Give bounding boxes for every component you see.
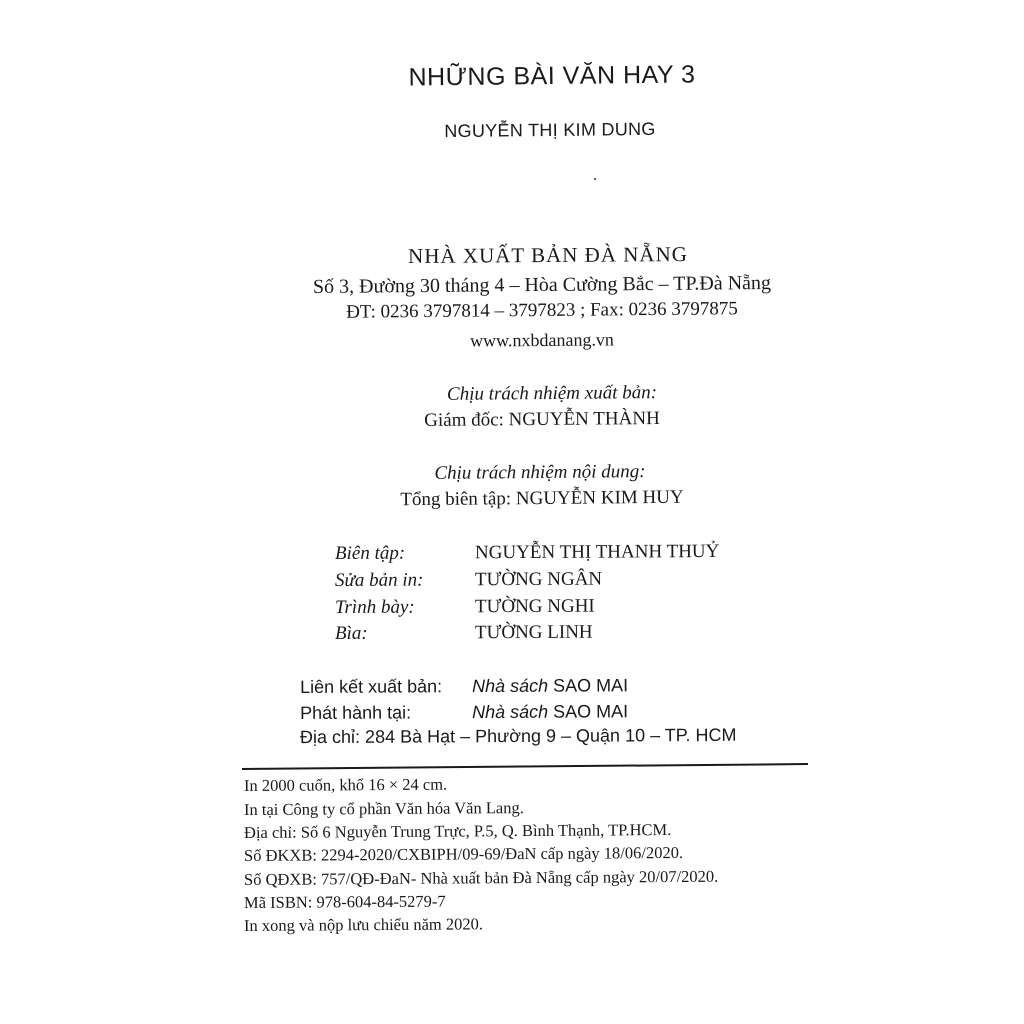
staff-role: Biên tập:	[334, 542, 406, 564]
publisher-address: Số 3, Đường 30 tháng 4 – Hòa Cường Bắc – TP.Đà Nẵng	[312, 272, 772, 298]
staff-role: Trình bày:	[334, 596, 415, 618]
publishing-responsibility-heading: Chịu trách nhiệm xuất bản:	[446, 382, 658, 405]
distributor-label: Phát hành tại:	[300, 702, 412, 723]
staff-role: Bìa:	[334, 622, 368, 644]
isbn: Mã ISBN: 978-604-84-5279-7	[243, 891, 446, 912]
partner-value	[472, 675, 628, 697]
distributor-address: Địa chỉ: 284 Bà Hạt – Phường 9 – Quận 10 – TP. HCM	[299, 724, 737, 748]
staff-name: TƯỜNG NGÂN	[474, 568, 603, 591]
distributor-value-name: SAO MAI	[553, 701, 629, 722]
book-author: NGUYỄN THỊ KIM DUNG	[444, 118, 656, 142]
printed-at: In tại Công ty cổ phần Văn hóa Văn Lang.	[243, 798, 524, 819]
registration-number: Số ĐKXB: 2294-2020/CXBIPH/09-69/ĐaN cấp ngày 18/06/2020.	[243, 842, 684, 865]
partner-label: Liên kết xuất bản:	[300, 676, 443, 697]
staff-name: TƯỜNG NGHI	[474, 595, 595, 618]
publishing-director: Giám đốc: NGUYỄN THÀNH	[424, 407, 660, 432]
section-divider	[242, 763, 808, 769]
staff-role: Sửa bản in:	[334, 569, 424, 591]
publisher-website: www.nxbdanang.vn	[470, 329, 614, 351]
publisher-phone: ĐT: 0236 3797814 – 3797823 ; Fax: 0236 3797875	[346, 298, 738, 323]
staff-name: NGUYỄN THỊ THANH THUỶ	[474, 540, 720, 564]
content-responsibility-heading: Chịu trách nhiệm nội dung:	[434, 461, 646, 484]
publisher-name: NHÀ XUẤT BẢN ĐÀ NẴNG	[408, 242, 688, 268]
distributor-value	[472, 701, 628, 723]
print-run: In 2000 cuốn, khổ 16 × 24 cm.	[243, 774, 448, 795]
completion-note: In xong và nộp lưu chiểu năm 2020.	[243, 914, 484, 935]
printer-address: Địa chỉ: Số 6 Nguyễn Trung Trực, P.5, Q. Bình Thạnh, TP.HCM.	[243, 820, 672, 842]
distributor-value-italic: Nhà sách	[471, 701, 549, 723]
partner-value-italic: Nhà sách	[471, 675, 549, 697]
staff-name: TƯỜNG LINH	[474, 621, 593, 644]
partner-value-name: SAO MAI	[553, 675, 629, 696]
print-speck	[594, 178, 596, 180]
editor-in-chief: Tổng biên tập: NGUYỄN KIM HUY	[400, 486, 684, 511]
book-title: NHỮNG BÀI VĂN HAY 3	[408, 60, 696, 92]
publishing-decision: Số QĐXB: 757/QĐ-ĐaN- Nhà xuất bản Đà Nẵng cấp ngày 20/07/2020.	[243, 866, 719, 889]
